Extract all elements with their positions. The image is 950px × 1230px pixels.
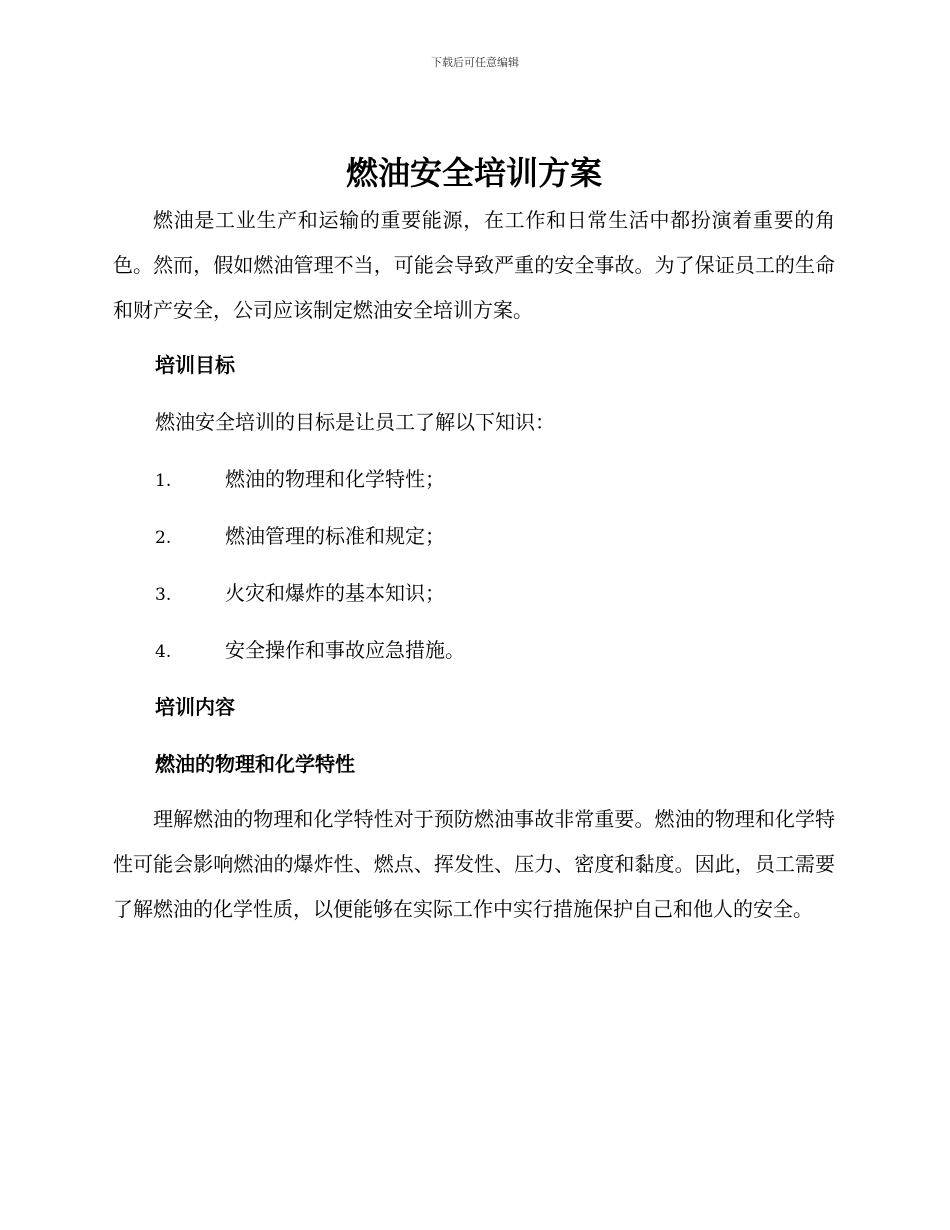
- list-item-number: 2.: [155, 528, 172, 548]
- section-heading-goals: 培训目标: [155, 353, 235, 377]
- list-item-text: 火灾和爆炸的基本知识；: [225, 581, 445, 605]
- list-item: [113, 508, 835, 565]
- header-note: 下载后可任意编辑: [431, 56, 519, 69]
- list-item: [113, 451, 835, 508]
- list-item-text: 安全操作和事故应急措施。: [225, 638, 465, 662]
- list-item-number: 1.: [155, 471, 172, 491]
- list-item-text: 燃油管理的标准和规定；: [225, 524, 445, 548]
- section-heading-content: 培训内容: [155, 695, 235, 719]
- list-item-text: 燃油的物理和化学特性；: [225, 467, 445, 491]
- list-item-number: 4.: [155, 642, 172, 662]
- list-item: [113, 622, 835, 679]
- goals-list: [113, 451, 835, 679]
- page-title: 燃油安全培训方案: [345, 154, 602, 192]
- list-item: [113, 565, 835, 622]
- subsection-heading-properties: 燃油的物理和化学特性: [155, 752, 355, 776]
- goals-lead: 燃油安全培训的目标是让员工了解以下知识：: [155, 410, 555, 434]
- document-body: [113, 148, 835, 932]
- properties-paragraph: 理解燃油的物理和化学特性对于预防燃油事故非常重要。燃油的物理和化学特性可能会影响燃油的爆炸性、燃点、挥发性、压力、密度和黏度。因此，员工需要了解燃油的化学性质，以便能够在实际工作中实行措施保护自己和他人的安全。: [113, 807, 835, 921]
- intro-paragraph: 燃油是工业生产和运输的重要能源，在工作和日常生活中都扮演着重要的角色。然而，假如燃油管理不当，可能会导致严重的安全事故。为了保证员工的生命和财产安全，公司应该制定燃油安全培训方案。: [113, 208, 835, 322]
- list-item-number: 3.: [155, 585, 172, 605]
